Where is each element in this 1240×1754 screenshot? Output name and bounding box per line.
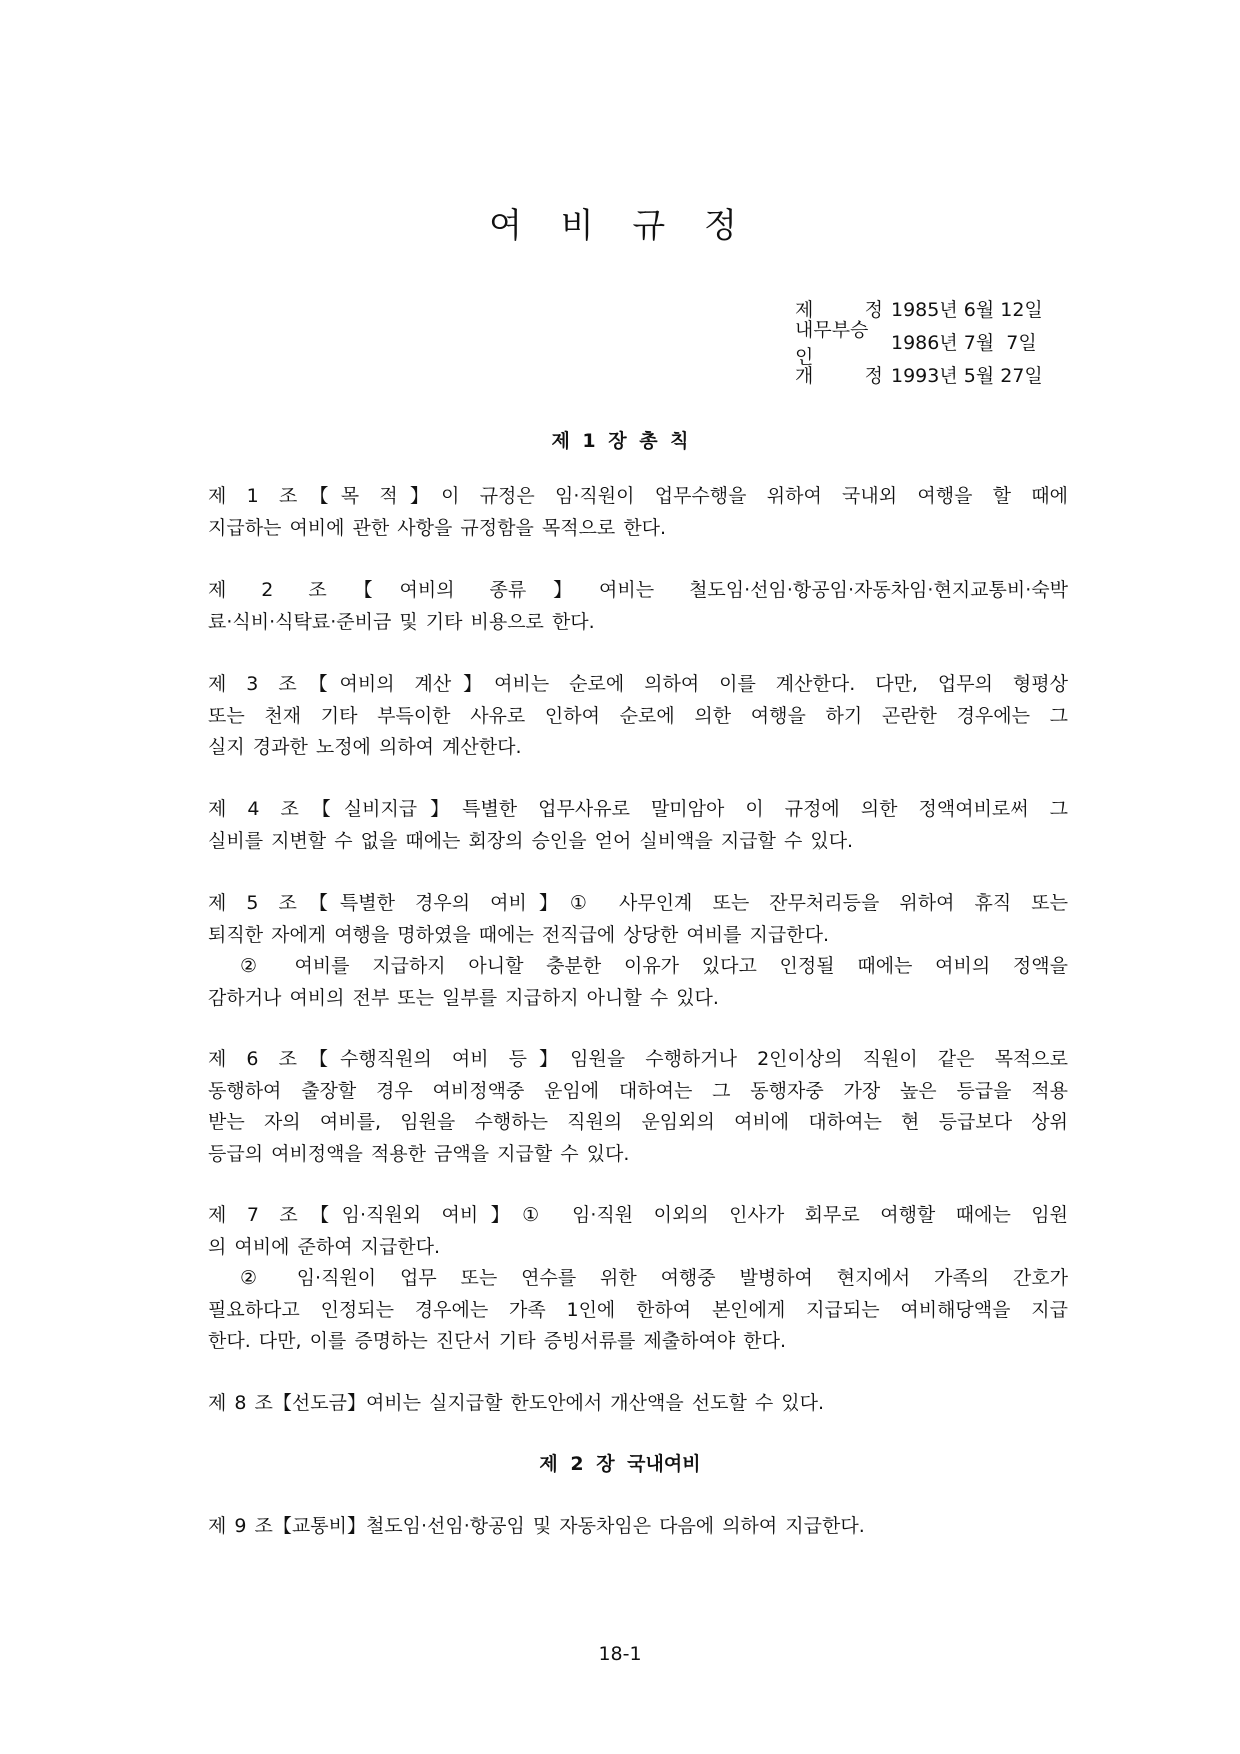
article-line: 제 6 조【수행직원의 여비 등】임원을 수행하거나 2인이상의 직원이 같은 목적으로 <box>208 1048 1068 1070</box>
history-date: 1986년 7월 7일 <box>891 332 1037 354</box>
article-line: 필요하다고 인정되는 경우에는 가족 1인에 한하여 본인에게 지급되는 여비해당액을 지급 <box>208 1298 1068 1321</box>
article-6 <box>208 1044 1068 1170</box>
history-date: 1993년 5월 27일 <box>891 365 1043 387</box>
article-4 <box>208 794 1068 857</box>
article-8 <box>208 1388 1068 1420</box>
article-line: 제 8 조【선도금】여비는 실지급할 한도안에서 개산액을 선도할 수 있다. <box>208 1392 825 1414</box>
article-line: 등급의 여비정액을 적용한 금액을 지급할 수 있다. <box>208 1142 630 1165</box>
history-row <box>795 318 1043 368</box>
article-line: 한다. 다만, 이를 증명하는 진단서 기타 증빙서류를 제출하여야 한다. <box>208 1330 786 1352</box>
history-label: 개 정 <box>795 365 883 387</box>
article-line: 받는 자의 여비를, 임원을 수행하는 직원의 운임외의 여비에 대하여는 현 등급보다 상위 <box>208 1111 1068 1133</box>
article-line: 제 4 조【실비지급】특별한 업무사유로 말미암아 이 규정에 의한 정액여비로써 그 <box>208 798 1068 820</box>
chapter-heading: 제 2 장 국내여비 <box>539 1453 701 1475</box>
history-row <box>795 358 1043 391</box>
article-line: 실지 경과한 노정에 의하여 계산한다. <box>208 736 522 758</box>
history-date: 1985년 6월 12일 <box>891 299 1043 321</box>
article-7 <box>208 1200 1068 1358</box>
page-number: 18-1 <box>598 1643 642 1665</box>
article-line: ② 여비를 지급하지 아니할 충분한 이유가 있다고 인정될 때에는 여비의 정액을 <box>240 955 1068 977</box>
article-line: 감하거나 여비의 전부 또는 일부를 지급하지 아니할 수 있다. <box>208 986 719 1009</box>
article-line: 또는 천재 기타 부득이한 사유로 인하여 순로에 의한 여행을 하기 곤란한 경우에는 그 <box>208 704 1068 727</box>
article-line: 퇴직한 자에게 여행을 명하였을 때에는 전직급에 상당한 여비를 지급한다. <box>208 923 829 946</box>
article-line: 제 9 조【교통비】철도임·선임·항공임 및 자동차임은 다음에 의하여 지급한다. <box>208 1515 865 1537</box>
article-line: 실비를 지변할 수 없을 때에는 회장의 승인을 얻어 실비액을 지급할 수 있다. <box>208 829 854 852</box>
article-line: 제 3 조【여비의 계산】여비는 순로에 의하여 이를 계산한다. 다만, 업무의 형평상 <box>208 673 1068 695</box>
history-label: 내무부승인 <box>795 318 869 368</box>
page-title: 여 비 규 정 <box>489 206 751 246</box>
article-1 <box>208 481 1068 544</box>
article-2 <box>208 575 1068 638</box>
chapter-heading: 제 1 장 총 칙 <box>551 430 689 452</box>
article-line: 동행하여 출장할 경우 여비정액중 운임에 대하여는 그 동행자중 가장 높은 등급을 적용 <box>208 1079 1068 1102</box>
history-label: 제 정 <box>795 299 883 321</box>
article-9 <box>208 1511 1068 1543</box>
article-line: 지급하는 여비에 관한 사항을 규정함을 목적으로 한다. <box>208 516 667 539</box>
article-line: 제 5 조【특별한 경우의 여비】① 사무인계 또는 잔무처리등을 위하여 휴직 또는 <box>208 892 1068 914</box>
article-line: 료·식비·식탁료·준비금 및 기타 비용으로 한다. <box>208 610 595 633</box>
article-line: 제 1 조【목 적】이 규정은 임·직원이 업무수행을 위하여 국내외 여행을 할 때에 <box>208 485 1068 507</box>
article-5 <box>208 888 1068 1014</box>
article-line: 제 7 조【임·직원외 여비】① 임·직원 이외의 인사가 회무로 여행할 때에는 임원 <box>208 1204 1068 1226</box>
article-line: 제 2 조【여비의 종류】여비는 철도임·선임·항공임·자동차임·현지교통비·숙박 <box>208 579 1068 601</box>
article-line: 의 여비에 준하여 지급한다. <box>208 1235 441 1258</box>
revision-history <box>795 292 1043 391</box>
article-line: ② 임·직원이 업무 또는 연수를 위한 여행중 발병하여 현지에서 가족의 간호가 <box>240 1267 1068 1289</box>
article-3 <box>208 669 1068 764</box>
